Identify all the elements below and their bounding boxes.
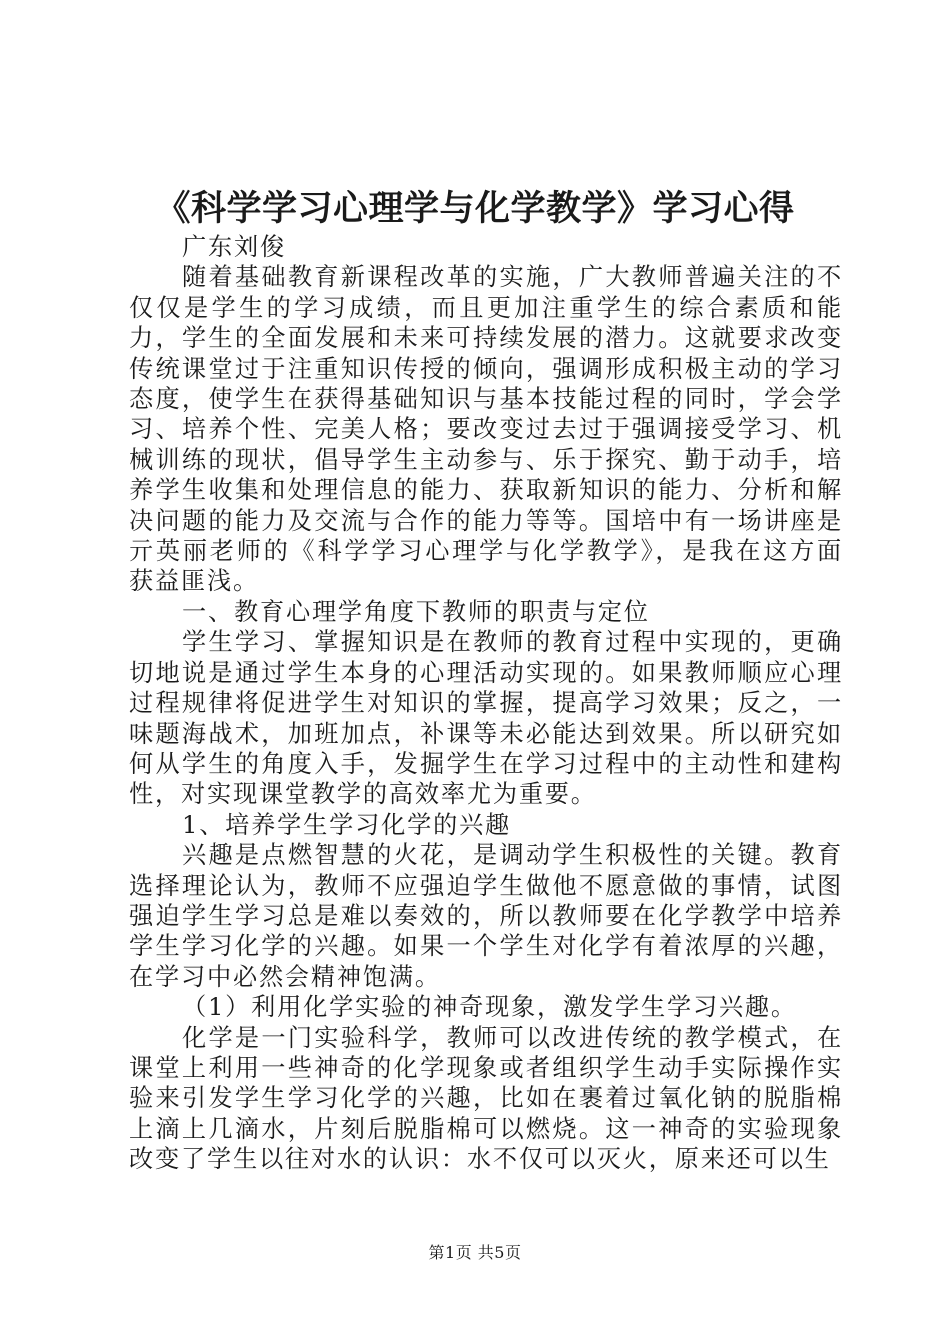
- paragraph-intro: 随着基础教育新课程改革的实施，广大教师普遍关注的不仅仅是学生的学习成绩，而且更加注重学生的综合素质和能力，学生的全面发展和未来可持续发展的潜力。这就要求改变传统课堂过于注重知识传授的倾向，强调形成积极主动的学习态度，使学生在获得基础知识与基本技能过程的同时，学会学习、培养个性、完美人格；要改变过去过于强调接受学习、机械训练的现状，倡导学生主动参与、乐于探究、勤于动手，培养学生收集和处理信息的能力、获取新知识的能力、分析和解决问题的能力及交流与合作的能力等等。国培中有一场讲座是亓英丽老师的《科学学习心理学与化学教学》，是我在这方面获益匪浅。: [129, 263, 843, 596]
- paragraph-section-1: 学生学习、掌握知识是在教师的教育过程中实现的，更确切地说是通过学生本身的心理活动实现的。如果教师顺应心理过程规律将促进学生对知识的掌握，提高学习效果；反之，一味题海战术，加班加点，补课等未必能达到效果。所以研究如何从学生的角度入手，发掘学生在学习过程中的主动性和建构性，对实现课堂教学的高效率尤为重要。: [129, 628, 843, 809]
- section-heading-1: 一、教育心理学角度下教师的职责与定位: [182, 597, 650, 626]
- page-number: 第1页 共5页: [428, 1243, 522, 1262]
- document-title: 《科学学习心理学与化学教学》学习心得: [155, 188, 795, 229]
- document-body: [129, 232, 843, 1175]
- author-line: 广东刘俊: [182, 233, 286, 261]
- paragraph-interest: 兴趣是点燃智慧的火花，是调动学生积极性的关键。教育选择理论认为，教师不应强迫学生做他不愿意做的事情，试图强迫学生学习总是难以奏效的，所以教师要在化学教学中培养学生学习化学的兴趣。如果一个学生对化学有着浓厚的兴趣，在学习中必然会精神饱满。: [129, 841, 843, 991]
- subsection-heading-1: 1、培养学生学习化学的兴趣: [182, 810, 512, 839]
- paragraph-experiment: 化学是一门实验科学，教师可以改进传统的教学模式，在课堂上利用一些神奇的化学现象或者组织学生动手实际操作实验来引发学生学习化学的兴趣，比如在裹着过氧化钠的脱脂棉上滴上几滴水，片刻后脱脂棉可以燃烧。这一神奇的实验现象改变了学生以往对水的认识：水不仅可以灭火，原来还可以生: [129, 1023, 843, 1174]
- point-heading-1: （1）利用化学实验的神奇现象，激发学生学习兴趣。: [182, 993, 797, 1022]
